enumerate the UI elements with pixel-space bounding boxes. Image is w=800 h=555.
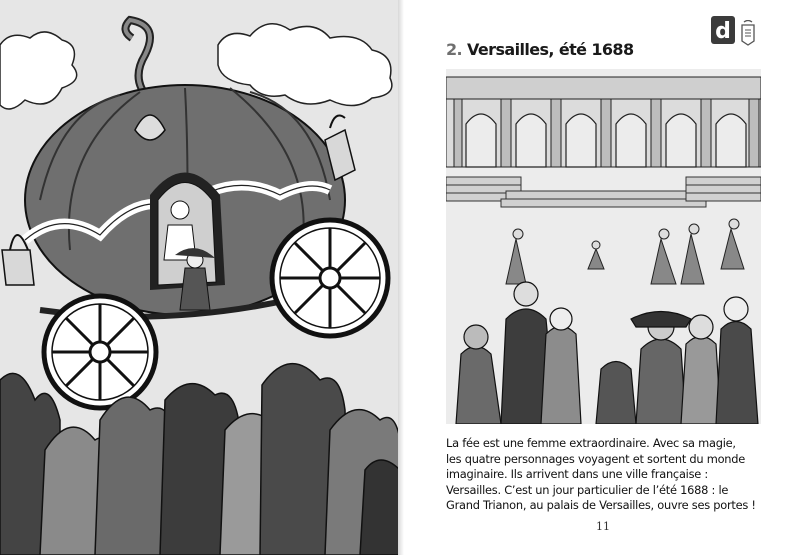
paragraph-line: La fée est une femme extraordinaire. Avec sa magie, <box>446 436 736 450</box>
chapter-heading <box>446 40 634 59</box>
paragraph-line: les quatre personnages voyagent et sortent du monde <box>446 451 746 466</box>
audio-badge-icon <box>738 20 758 46</box>
page-number: 11 <box>596 520 610 533</box>
publisher-logo-icon <box>711 16 735 44</box>
chapter-title: Versailles, été 1688 <box>467 40 634 59</box>
logo-letter: d <box>715 19 731 44</box>
versailles-drawing <box>446 69 761 424</box>
right-page <box>404 0 800 555</box>
paragraph-line: Versailles. C’est un jour particulier de l’été 1688 : le <box>446 482 729 497</box>
chapter-number: 2. <box>446 40 463 59</box>
versailles-scene-illustration <box>446 69 761 424</box>
wheel-left <box>44 296 156 408</box>
story-paragraph <box>446 436 764 514</box>
cloud-left <box>0 32 77 109</box>
paragraph-line: imaginaire. Ils arrivent dans une ville française : <box>446 467 708 481</box>
paragraph-line: Grand Trianon, au palais de Versailles, ouvre ses portes ! <box>446 498 756 512</box>
wheel-right <box>272 220 388 336</box>
